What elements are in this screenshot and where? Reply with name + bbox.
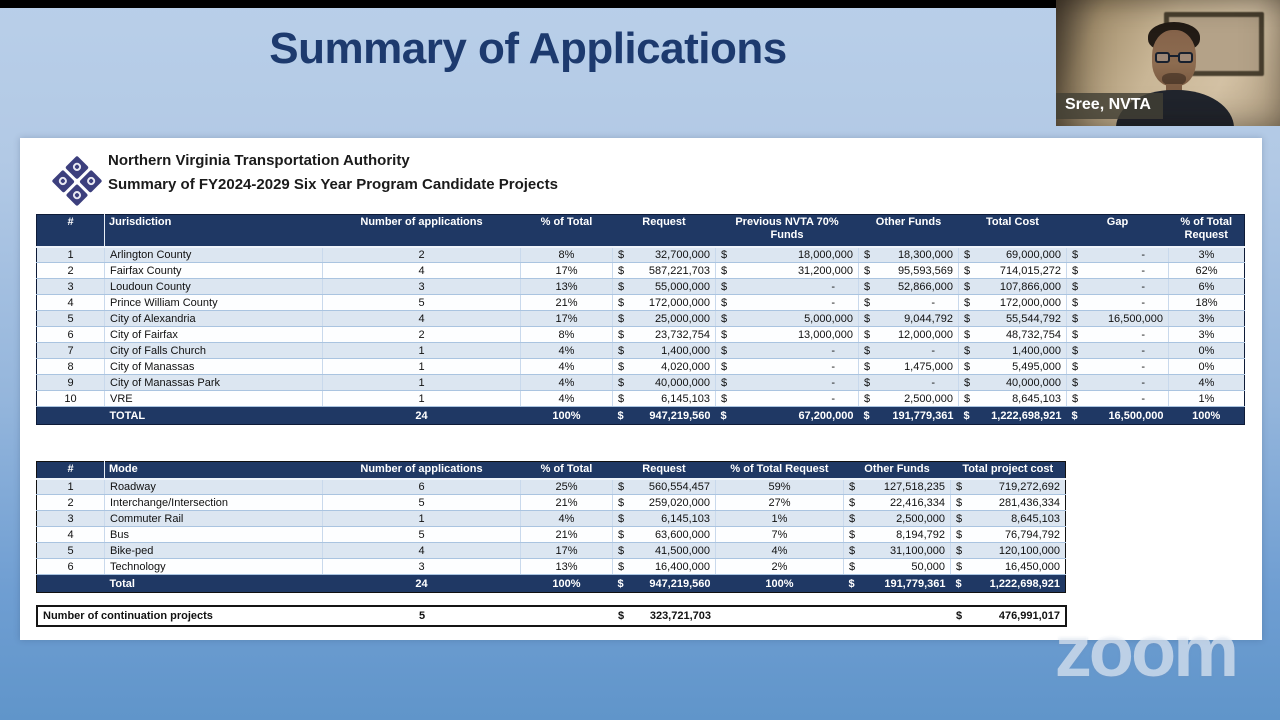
col-header: Mode	[105, 462, 323, 479]
col-header: #	[37, 462, 105, 479]
table-cell: 2	[37, 263, 105, 279]
table-cell: $ 6,145,103	[613, 511, 716, 527]
table-cell: 100%	[716, 575, 844, 593]
table-cell	[37, 575, 105, 593]
col-header: % of Total	[521, 462, 613, 479]
mode-total-row	[37, 575, 1066, 593]
table-cell: 10	[37, 391, 105, 407]
table-cell: $ -	[1067, 279, 1169, 295]
col-header: Request	[613, 462, 716, 479]
table-cell: $ 13,000,000	[716, 327, 859, 343]
table-cell: Total	[105, 575, 323, 593]
slide-subtitle: Summary of FY2024-2029 Six Year Program Candidate Projects	[108, 176, 558, 193]
table-cell: 25%	[521, 479, 613, 495]
table-cell: 21%	[521, 295, 613, 311]
table-cell: 5	[323, 527, 521, 543]
table-cell: $ 95,593,569	[859, 263, 959, 279]
table-cell: City of Fairfax	[105, 327, 323, 343]
table-cell: Number of continuation projects	[37, 606, 323, 626]
org-name: Northern Virginia Transportation Authority	[108, 152, 410, 169]
col-header: Request	[613, 215, 716, 247]
table-cell: $ 1,222,698,921	[951, 575, 1066, 593]
table-cell: 1%	[716, 511, 844, 527]
table-cell: $ 23,732,754	[613, 327, 716, 343]
table-cell: $ 16,500,000	[1067, 311, 1169, 327]
table-cell: 5	[37, 543, 105, 559]
table-cell: $ 5,495,000	[959, 359, 1067, 375]
table-cell: $ 172,000,000	[613, 295, 716, 311]
table-cell: $ 40,000,000	[959, 375, 1067, 391]
table-cell: City of Manassas Park	[105, 375, 323, 391]
table-cell: $ 714,015,272	[959, 263, 1067, 279]
table-cell: $ -	[1067, 375, 1169, 391]
table-cell: $ 55,000,000	[613, 279, 716, 295]
table-cell: $ -	[859, 343, 959, 359]
table-cell: City of Alexandria	[105, 311, 323, 327]
table-cell: Interchange/Intersection	[105, 495, 323, 511]
table-cell	[716, 606, 844, 626]
jurisdiction-row	[37, 295, 1245, 311]
jurisdiction-row	[37, 279, 1245, 295]
table-cell: 9	[37, 375, 105, 391]
table-cell: $ -	[1067, 247, 1169, 263]
table-cell: $ 16,500,000	[1067, 407, 1169, 425]
table-cell: $ 50,000	[844, 559, 951, 575]
table-cell: 24	[323, 407, 521, 425]
table-cell	[844, 606, 951, 626]
table-cell: $ 719,272,692	[951, 479, 1066, 495]
table-cell: $ 172,000,000	[959, 295, 1067, 311]
table-cell: $ 1,475,000	[859, 359, 959, 375]
table-cell: 4%	[521, 375, 613, 391]
mode-row	[37, 559, 1066, 575]
table-cell: 21%	[521, 495, 613, 511]
mode-row	[37, 495, 1066, 511]
zoom-watermark: zoom	[1054, 609, 1236, 692]
jurisdiction-row	[37, 391, 1245, 407]
table-cell: $ 5,000,000	[716, 311, 859, 327]
table-cell: 4	[37, 295, 105, 311]
table-cell: $ 560,554,457	[613, 479, 716, 495]
table-cell: $ 947,219,560	[613, 575, 716, 593]
table-cell: 4%	[521, 359, 613, 375]
table-cell: $ -	[716, 359, 859, 375]
table-cell: 4%	[521, 343, 613, 359]
col-header: #	[37, 215, 105, 247]
col-header: % of Total Request	[1169, 215, 1245, 247]
table-cell: $ 32,700,000	[613, 247, 716, 263]
table-cell: 18%	[1169, 295, 1245, 311]
table-cell: 4	[323, 263, 521, 279]
jurisdiction-table	[36, 214, 1245, 425]
table-cell: 21%	[521, 527, 613, 543]
table-cell: 13%	[521, 279, 613, 295]
table-cell: 2%	[716, 559, 844, 575]
table-cell: $ 8,645,103	[951, 511, 1066, 527]
col-header: Other Funds	[859, 215, 959, 247]
table-cell: 3	[37, 511, 105, 527]
table-cell: $ -	[716, 279, 859, 295]
table-cell: $ 191,779,361	[844, 575, 951, 593]
table-cell: 24	[323, 575, 521, 593]
table-cell: $ 323,721,703	[613, 606, 716, 626]
table-cell: Technology	[105, 559, 323, 575]
table-cell: 27%	[716, 495, 844, 511]
table-cell: 1	[37, 479, 105, 495]
table-cell: $ 41,500,000	[613, 543, 716, 559]
table-cell: $ 22,416,334	[844, 495, 951, 511]
table-cell: $ -	[1067, 343, 1169, 359]
table-cell: Bike-ped	[105, 543, 323, 559]
col-header: Jurisdiction	[105, 215, 323, 247]
table-cell: $ 107,866,000	[959, 279, 1067, 295]
table-cell: 100%	[521, 407, 613, 425]
presentation-slide	[20, 138, 1262, 640]
table-cell: $ 16,400,000	[613, 559, 716, 575]
table-cell: $ 12,000,000	[859, 327, 959, 343]
table-cell: $ -	[716, 295, 859, 311]
table-cell: $ 281,436,334	[951, 495, 1066, 511]
table-cell: 2	[323, 327, 521, 343]
col-header: Previous NVTA 70% Funds	[716, 215, 859, 247]
table-cell: $ 476,991,017	[951, 606, 1066, 626]
table-cell: 100%	[1169, 407, 1245, 425]
table-cell: 4%	[716, 543, 844, 559]
table-cell	[37, 407, 105, 425]
table-cell: $ -	[1067, 263, 1169, 279]
table-cell: 0%	[1169, 343, 1245, 359]
table-cell: Bus	[105, 527, 323, 543]
col-header: Number of applications	[323, 462, 521, 479]
table-cell: $ -	[859, 375, 959, 391]
table-cell: $ -	[859, 295, 959, 311]
table-cell: 3%	[1169, 247, 1245, 263]
mode-header-row	[37, 462, 1066, 479]
table-cell: $ 127,518,235	[844, 479, 951, 495]
continuation-row	[37, 606, 1066, 626]
table-cell: 1	[323, 343, 521, 359]
table-cell: $ 587,221,703	[613, 263, 716, 279]
table-cell: 6	[37, 327, 105, 343]
table-cell: $ 120,100,000	[951, 543, 1066, 559]
table-cell: $ -	[716, 391, 859, 407]
table-cell: TOTAL	[105, 407, 323, 425]
table-cell: $ 48,732,754	[959, 327, 1067, 343]
table-cell: $ 6,145,103	[613, 391, 716, 407]
page-title: Summary of Applications	[269, 24, 787, 73]
table-cell: 4	[323, 543, 521, 559]
table-cell: $ 2,500,000	[844, 511, 951, 527]
table-cell: 5	[323, 295, 521, 311]
table-cell: 17%	[521, 543, 613, 559]
table-cell: 8%	[521, 327, 613, 343]
table-cell: 6	[323, 479, 521, 495]
table-cell: 3	[37, 279, 105, 295]
jurisdiction-row	[37, 327, 1245, 343]
table-cell: 5	[323, 606, 521, 626]
table-cell: $ 8,194,792	[844, 527, 951, 543]
continuation-strip	[36, 605, 1067, 627]
table-cell: 1	[37, 247, 105, 263]
table-cell	[521, 606, 613, 626]
col-header: Number of applications	[323, 215, 521, 247]
table-cell: 4	[37, 527, 105, 543]
jurisdiction-row	[37, 263, 1245, 279]
table-cell: 17%	[521, 263, 613, 279]
table-cell: $ 18,000,000	[716, 247, 859, 263]
table-cell: $ 31,100,000	[844, 543, 951, 559]
jurisdiction-row	[37, 343, 1245, 359]
table-cell: 1	[323, 391, 521, 407]
table-cell: 5	[323, 495, 521, 511]
col-header: Total project cost	[951, 462, 1066, 479]
mode-table	[36, 461, 1066, 593]
table-cell: 2	[323, 247, 521, 263]
table-cell: $ -	[1067, 295, 1169, 311]
table-cell: Prince William County	[105, 295, 323, 311]
mode-row	[37, 511, 1066, 527]
webcam-feed	[1056, 0, 1280, 126]
table-cell: $ -	[1067, 359, 1169, 375]
jurisdiction-header-row	[37, 215, 1245, 247]
table-cell: Roadway	[105, 479, 323, 495]
jurisdiction-row	[37, 247, 1245, 263]
table-cell: 4%	[521, 511, 613, 527]
table-cell: $ -	[716, 343, 859, 359]
table-cell: 1%	[1169, 391, 1245, 407]
table-cell: $ 2,500,000	[859, 391, 959, 407]
table-cell: 13%	[521, 559, 613, 575]
table-cell: 100%	[521, 575, 613, 593]
table-cell: 8%	[521, 247, 613, 263]
table-cell: Fairfax County	[105, 263, 323, 279]
table-cell: $ -	[1067, 327, 1169, 343]
table-cell: 3	[323, 559, 521, 575]
table-cell: 2	[37, 495, 105, 511]
table-cell: 3%	[1169, 327, 1245, 343]
table-cell: Loudoun County	[105, 279, 323, 295]
col-header: % of Total	[521, 215, 613, 247]
col-header: Total Cost	[959, 215, 1067, 247]
jurisdiction-row	[37, 311, 1245, 327]
table-cell: $ 63,600,000	[613, 527, 716, 543]
col-header: % of Total Request	[716, 462, 844, 479]
table-cell: 4	[323, 311, 521, 327]
table-cell: $ 55,544,792	[959, 311, 1067, 327]
table-cell: VRE	[105, 391, 323, 407]
table-cell: 62%	[1169, 263, 1245, 279]
mode-row	[37, 479, 1066, 495]
table-cell: $ 947,219,560	[613, 407, 716, 425]
mode-row	[37, 527, 1066, 543]
table-cell: City of Falls Church	[105, 343, 323, 359]
table-cell: 3%	[1169, 311, 1245, 327]
table-cell: 5	[37, 311, 105, 327]
table-cell: $ 52,866,000	[859, 279, 959, 295]
table-cell: $ 31,200,000	[716, 263, 859, 279]
table-cell: $ 1,400,000	[959, 343, 1067, 359]
table-cell: $ 16,450,000	[951, 559, 1066, 575]
col-header: Gap	[1067, 215, 1169, 247]
table-cell: $ 76,794,792	[951, 527, 1066, 543]
table-cell: 6%	[1169, 279, 1245, 295]
table-cell: 6	[37, 559, 105, 575]
jurisdiction-row	[37, 359, 1245, 375]
jurisdiction-total-row	[37, 407, 1245, 425]
table-cell: $ 1,400,000	[613, 343, 716, 359]
table-cell: $ 40,000,000	[613, 375, 716, 391]
table-cell: Commuter Rail	[105, 511, 323, 527]
table-cell: Arlington County	[105, 247, 323, 263]
col-header: Other Funds	[844, 462, 951, 479]
participant-name-label: Sree, NVTA	[1056, 93, 1163, 119]
table-cell: $ 9,044,792	[859, 311, 959, 327]
table-cell: 7	[37, 343, 105, 359]
table-cell: 7%	[716, 527, 844, 543]
table-cell: $ 18,300,000	[859, 247, 959, 263]
nvta-logo-icon	[50, 154, 104, 208]
table-cell: $ 69,000,000	[959, 247, 1067, 263]
table-cell: $ -	[1067, 391, 1169, 407]
table-cell: 1	[323, 375, 521, 391]
table-cell: $ 67,200,000	[716, 407, 859, 425]
table-cell: $ 25,000,000	[613, 311, 716, 327]
table-cell: $ 4,020,000	[613, 359, 716, 375]
table-cell: 0%	[1169, 359, 1245, 375]
table-cell: $ 1,222,698,921	[959, 407, 1067, 425]
table-cell: 59%	[716, 479, 844, 495]
table-cell: $ -	[716, 375, 859, 391]
table-cell: 1	[323, 359, 521, 375]
table-cell: 4%	[521, 391, 613, 407]
jurisdiction-row	[37, 375, 1245, 391]
table-cell: 17%	[521, 311, 613, 327]
mode-row	[37, 543, 1066, 559]
table-cell: 4%	[1169, 375, 1245, 391]
table-cell: 3	[323, 279, 521, 295]
table-cell: $ 191,779,361	[859, 407, 959, 425]
table-cell: $ 8,645,103	[959, 391, 1067, 407]
table-cell: 1	[323, 511, 521, 527]
table-cell: $ 259,020,000	[613, 495, 716, 511]
table-cell: City of Manassas	[105, 359, 323, 375]
table-cell: 8	[37, 359, 105, 375]
